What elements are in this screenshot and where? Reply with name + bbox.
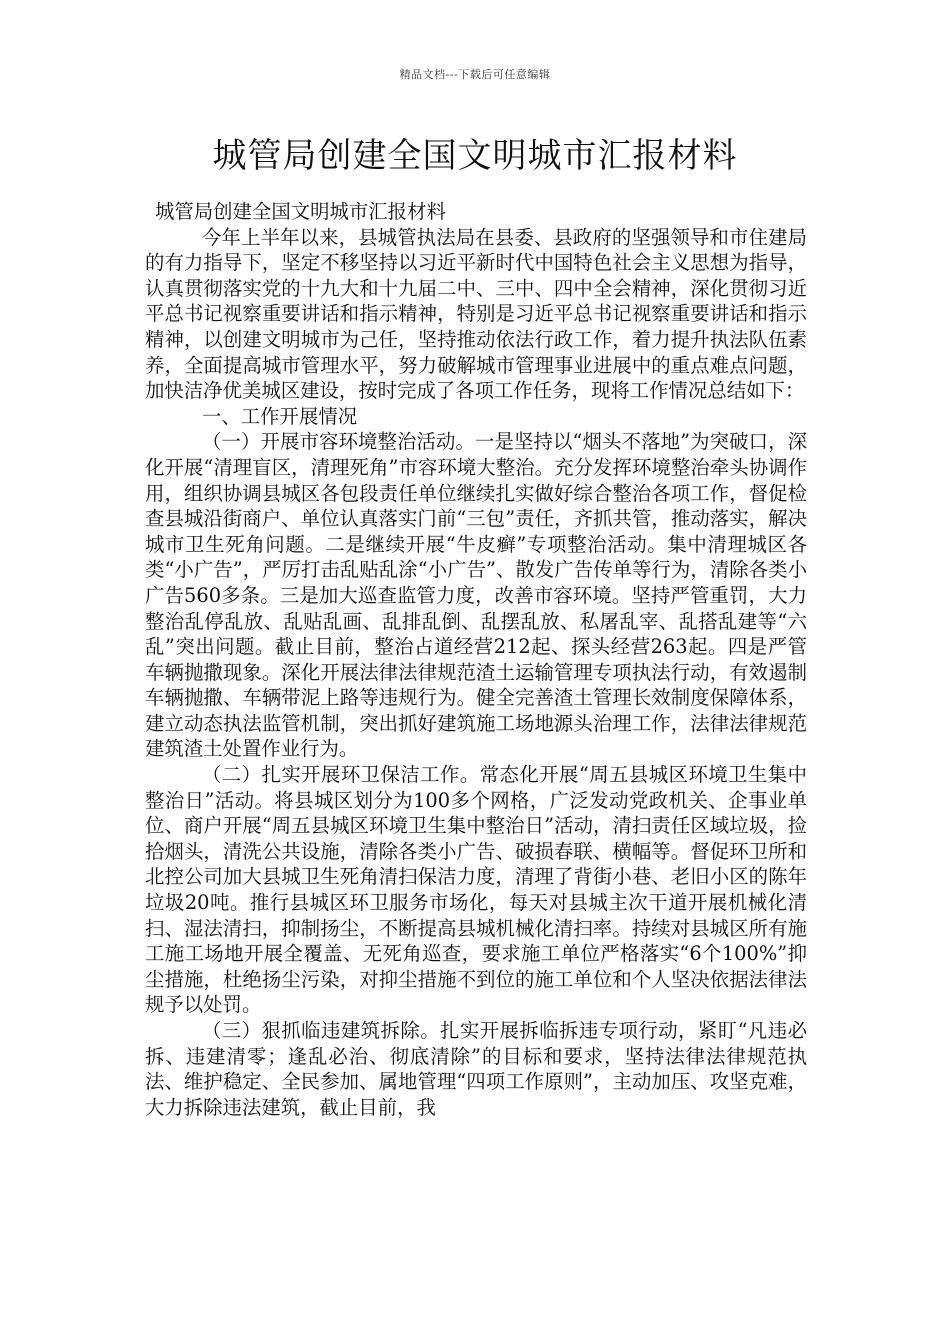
document-subtitle: 城管局创建全国文明城市汇报材料 <box>155 200 446 223</box>
document-body <box>145 199 807 1120</box>
intro-paragraph: 今年上半年以来，县城管执法局在县委、县政府的坚强领导和市住建局的有力指导下，坚定不移坚持以习近平新时代中国特色社会主义思想为指导，认真贯彻落实党的十九大和十九届二中、三中、四中全会精神，深化贯彻习近平总书记视察重要讲话和指示精神，特别是习近平总书记视察重要讲话和指示精神，以创建文明城市为己任，坚持推动依法行政工作，着力提升执法队伍素养，全面提高城市管理水平，努力破解城市管理事业进展中的重点难点问题，加快洁净优美城区建设，按时完成了各项工作任务，现将工作情况总结如下： <box>145 225 807 403</box>
section-heading: 一、工作开展情况 <box>202 404 358 428</box>
paragraph-sanitation: （二）扎实开展环卫保洁工作。常态化开展“周五县城区环境卫生集中整治日”活动。将县城区划分为100多个网格，广泛发动党政机关、企事业单位、商户开展“周五县城区环境卫生集中整治日”活动，清扫责任区域垃圾，捡拾烟头，清洗公共设施，清除各类小广告、破损春联、横幅等。督促环卫所和北控公司加大县城卫生死角清扫保洁力度，清理了背街小巷、老旧小区的陈年垃圾20吨。推行县城区环卫服务市场化，每天对县城主次干道开展机械化清扫、湿法清扫，抑制扬尘，不断提高县城机械化清扫率。持续对县城区所有施工施工场地开展全覆盖、无死角巡查，要求施工单位严格落实“6个100%”抑尘措施，杜绝扬尘污染，对抑尘措施不到位的施工单位和个人坚决依据法律法规予以处罚。 <box>145 763 807 1017</box>
document-title: 城管局创建全国文明城市汇报材料 <box>212 136 738 176</box>
paragraph-city-appearance: （一）开展市容环境整治活动。一是坚持以“烟头不落地”为突破口，深化开展“清理盲区，清理死角”市容环境大整治。充分发挥环境整治牵头协调作用，组织协调县城区各包段责任单位继续扎实做好综合整治各项工作，督促检查县城沿街商户、单位认真落实门前“三包”责任，齐抓共管，推动落实，解决城市卫生死角问题。二是继续开展“牛皮癣”专项整治活动。集中清理城区各类“小广告”，严厉打击乱贴乱涂“小广告”、散发广告传单等行为，清除各类小广告560多条。三是加大巡查监管力度，改善市容环境。坚持严管重罚，大力整治乱停乱放、乱贴乱画、乱排乱倒、乱摆乱放、私屠乱宰、乱搭乱建等“六乱”突出问题。截止目前，整治占道经营212起、探头经营263起。四是严管车辆抛撒现象。深化开展法律法律规范渣土运输管理专项执法行动，有效遏制车辆抛撒、车辆带泥上路等违规行为。健全完善渣土管理长效制度保障体系，建立动态执法监管机制，突出抓好建筑施工场地源头治理工作，法律法律规范建筑渣土处置作业行为。 <box>145 430 807 761</box>
paragraph-illegal-buildings: （三）狠抓临违建筑拆除。扎实开展拆临拆违专项行动，紧盯“凡违必拆、违建清零；逢乱必治、彻底清除”的目标和要求，坚持法律法律规范执法、维护稳定、全民参加、属地管理“四项工作原则”，主动加压、攻坚克难，大力拆除违法建筑，截止目前，我 <box>145 1019 807 1119</box>
page-header: 精品文档---下载后可任意编辑 <box>399 68 551 81</box>
